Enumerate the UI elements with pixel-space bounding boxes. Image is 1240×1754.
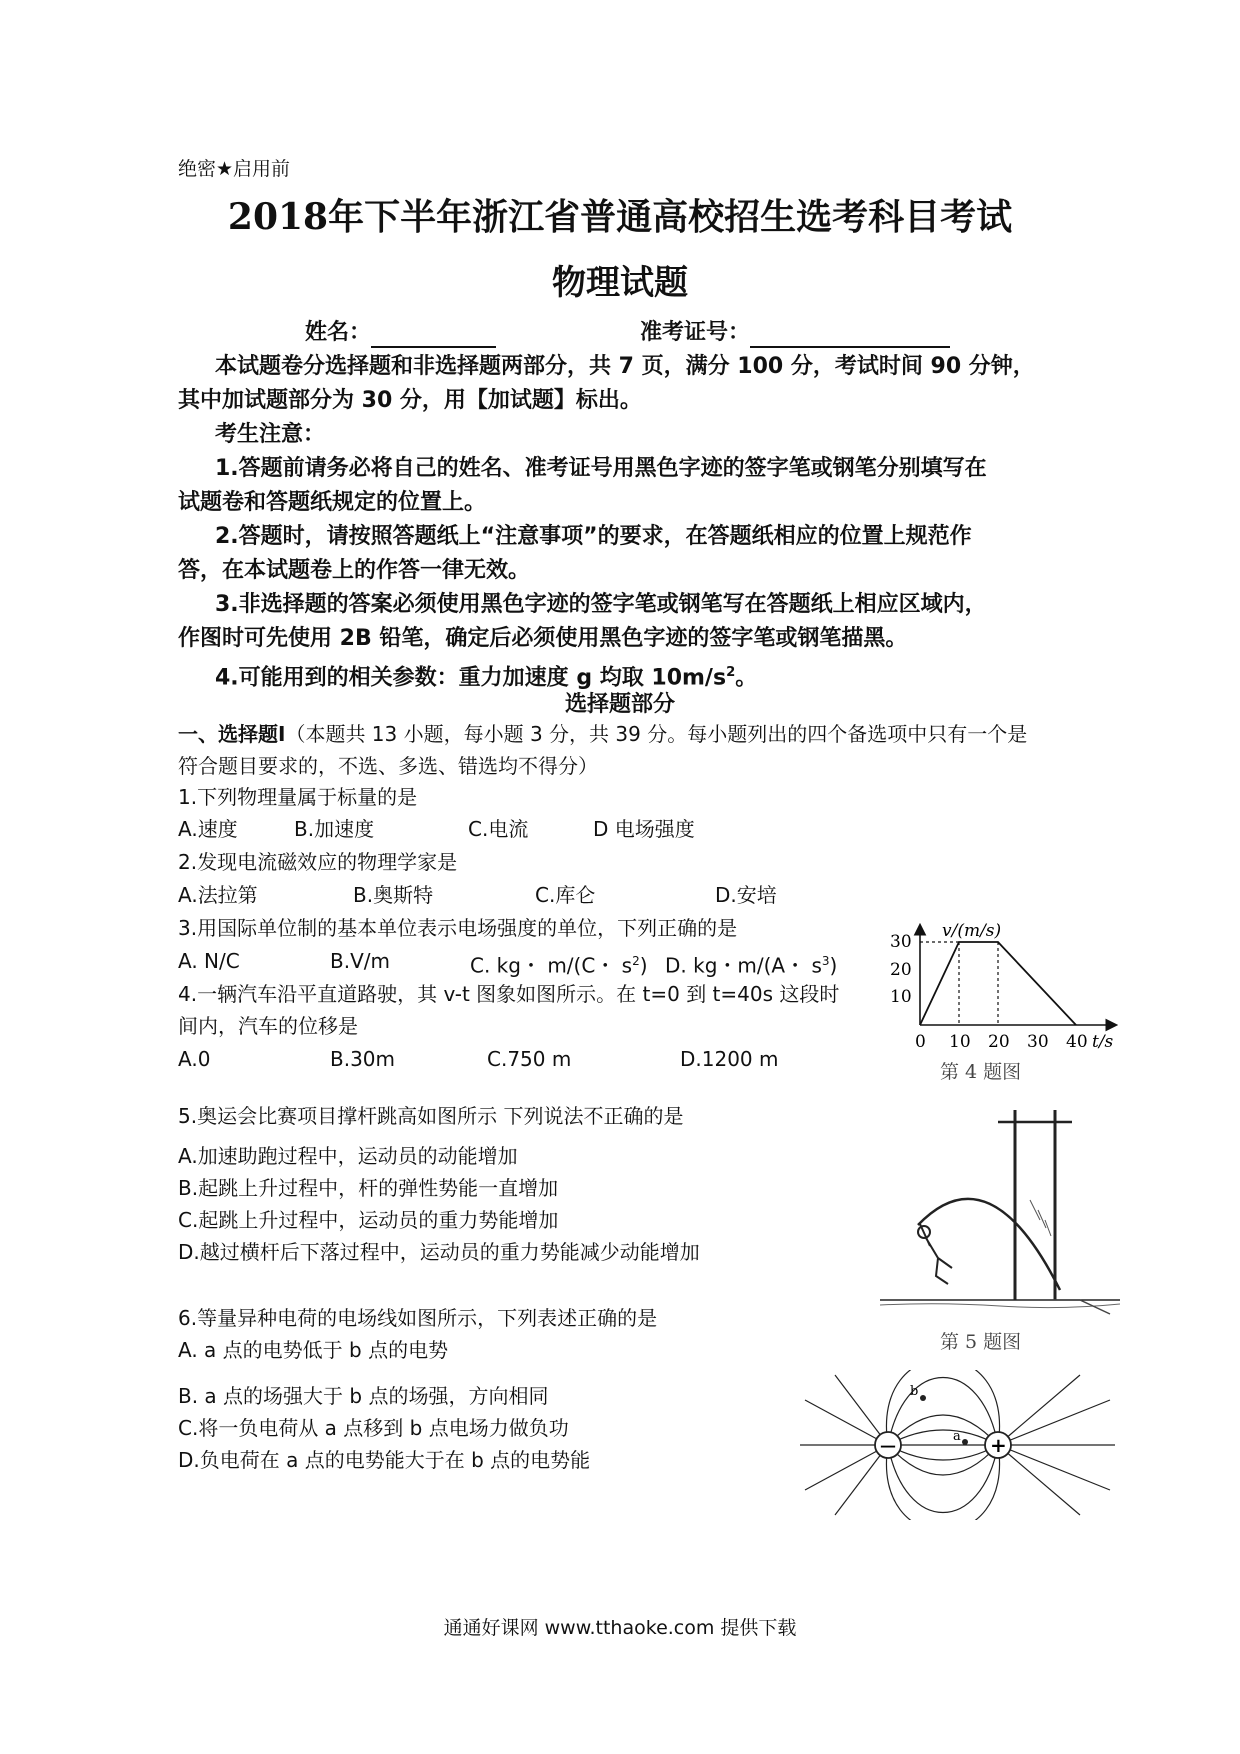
id-label: 准考证号： [640,320,751,345]
q3-option-c [470,947,648,980]
secret-mark: 绝密★启用前 [178,158,291,180]
id-field[interactable] [640,318,950,348]
q3-option-c-end: ) [639,953,648,978]
q4-option-c: C.750 m [487,1047,572,1071]
fig4-ytick-30: 30 [890,932,912,952]
q3-stem: 3.用国际单位制的基本单位表示电场强度的单位，下列正确的是 [178,916,738,940]
fig4-xtick-10: 10 [949,1032,971,1052]
fig4-xtick-30: 30 [1027,1032,1049,1052]
note-3a: 3.非选择题的答案必须使用黑色字迹的签字笔或钢笔写在答题纸上相应区域内， [215,592,987,617]
fig4-xtick-40: 40 [1066,1032,1088,1052]
q5-option-a: A.加速助跑过程中，运动员的动能增加 [178,1144,518,1168]
name-label: 姓名： [305,320,372,345]
fig4-vt-graph [880,920,1120,1090]
q3-option-d [665,947,837,980]
exam-title: 2018年下半年浙江省普通高校招生选考科目考试 [227,196,1013,238]
exam-subtitle: 物理试题 [552,263,688,303]
q3-option-b: B.V/m [330,949,390,973]
q4-option-a: A.0 [178,1047,211,1071]
fig4-y-label: v/(m/s) [942,921,1002,941]
fig4-caption: 第 4 题图 [940,1061,1022,1083]
q1-option-c: C.电流 [468,817,529,841]
section-title: 选择题部分 [564,692,675,717]
part-label: 一、选择题Ⅰ [178,722,286,746]
q6-option-c: C.将一负电荷从 a 点移到 b 点电场力做负功 [178,1416,569,1440]
q6-stem: 6.等量异种电荷的电场线如图所示，下列表述正确的是 [178,1306,658,1330]
fig6-plus-sign: + [990,1433,1007,1457]
q2-option-d: D.安培 [715,883,777,907]
fig5-motion-lines [1030,1200,1051,1236]
q4-option-d: D.1200 m [680,1047,779,1071]
note-1b: 试题卷和答题纸规定的位置上。 [178,490,487,515]
q3-option-d-text: D. kg・m/(A・ s [665,953,822,978]
q3-option-c-sup: 2 [632,954,640,968]
fig4-xtick-20: 20 [988,1032,1010,1052]
q2-option-a: A.法拉第 [178,883,258,907]
fig6-minus-sign: — [880,1436,896,1455]
fig6-lines [800,1370,1115,1520]
note-3b: 作图时可先使用 2B 铅笔，确定后必须使用黑色字迹的签字笔或钢笔描黑。 [178,626,908,651]
id-blank[interactable] [750,324,950,348]
note-4 [215,658,757,693]
q5-option-d: D.越过横杆后下落过程中，运动员的重力势能减少动能增加 [178,1240,700,1264]
q1-option-a: A.速度 [178,817,238,841]
intro-line-2: 其中加试题部分为 30 分，用【加试题】标出。 [178,388,642,413]
q4-stem-1: 4.一辆汽车沿平直道路驶，其 v-t 图象如图所示。在 t=0 到 t=40s 这段时 [178,982,840,1006]
name-blank[interactable] [371,324,496,348]
intro-line-1: 本试题卷分选择题和非选择题两部分，共 7 页，满分 100 分，考试时间 90 分钟， [215,354,1035,379]
q3-option-a: A. N/C [178,949,240,973]
q4-option-b: B.30m [330,1047,396,1071]
notes-title: 考生注意： [215,422,326,447]
q4-stem-2: 间内，汽车的位移是 [178,1014,358,1038]
fig6-point-b [920,1395,926,1401]
note-4-sup: 2 [726,665,736,680]
fig5-ground-texture [880,1304,1120,1308]
q6-option-b: B. a 点的场强大于 b 点的场强，方向相同 [178,1384,549,1408]
q5-stem: 5.奥运会比赛项目撑杆跳高如图所示 下列说法不正确的是 [178,1104,684,1128]
q2-option-b: B.奥斯特 [353,883,434,907]
note-4-text: 4.可能用到的相关参数：重力加速度 g 均取 10m/s [215,665,727,691]
part-desc-1: （本题共 13 小题，每小题 3 分，共 39 分。每小题列出的四个备选项中只有一个是 [285,722,1028,746]
footer-text: 通通好课网 www.tthaoke.com 提供下载 [443,1617,797,1639]
fig6-field-lines [795,1370,1120,1520]
q6-option-a: A. a 点的电势低于 b 点的电势 [178,1338,449,1362]
fig6-label-a: a [953,1429,961,1444]
fig5-athlete [918,1224,952,1284]
fig4-xtick-0: 0 [915,1032,926,1052]
fig6-point-a [962,1439,968,1445]
fig4-x-label: t/s [1092,1032,1114,1052]
fig4-ytick-20: 20 [890,960,912,980]
q2-stem: 2.发现电流磁效应的物理学家是 [178,850,458,874]
part-header [178,720,1027,748]
q1-stem: 1.下列物理量属于标量的是 [178,785,418,809]
fig5-caption: 第 5 题图 [940,1331,1022,1353]
q5-option-c: C.起跳上升过程中，运动员的重力势能增加 [178,1208,559,1232]
q2-option-c: C.库仑 [535,883,596,907]
note-2a: 2.答题时，请按照答题纸上“注意事项”的要求，在答题纸相应的位置上规范作 [215,524,972,549]
q1-option-b: B.加速度 [294,817,375,841]
q3-option-d-sup: 3 [821,954,830,968]
name-field[interactable] [305,318,496,348]
note-4-end: 。 [735,665,758,691]
part-desc-2: 符合题目要求的，不选、多选、错选均不得分） [178,754,598,778]
note-2b: 答，在本试题卷上的作答一律无效。 [178,558,531,583]
q5-option-b: B.起跳上升过程中，杆的弹性势能一直增加 [178,1176,559,1200]
q1-option-d: D 电场强度 [593,817,695,841]
fig5-pole-vault [880,1100,1120,1360]
fig6-label-b: b [910,1384,919,1399]
fig4-ytick-10: 10 [890,987,912,1007]
q3-option-d-end: ) [829,953,838,978]
q6-option-d: D.负电荷在 a 点的电势能大于在 b 点的电势能 [178,1448,591,1472]
note-1a: 1.答题前请务必将自己的姓名、准考证号用黑色字迹的签字笔或钢笔分别填写在 [215,456,987,481]
q3-option-c-text: C. kg・ m/(C・ s [470,953,633,978]
